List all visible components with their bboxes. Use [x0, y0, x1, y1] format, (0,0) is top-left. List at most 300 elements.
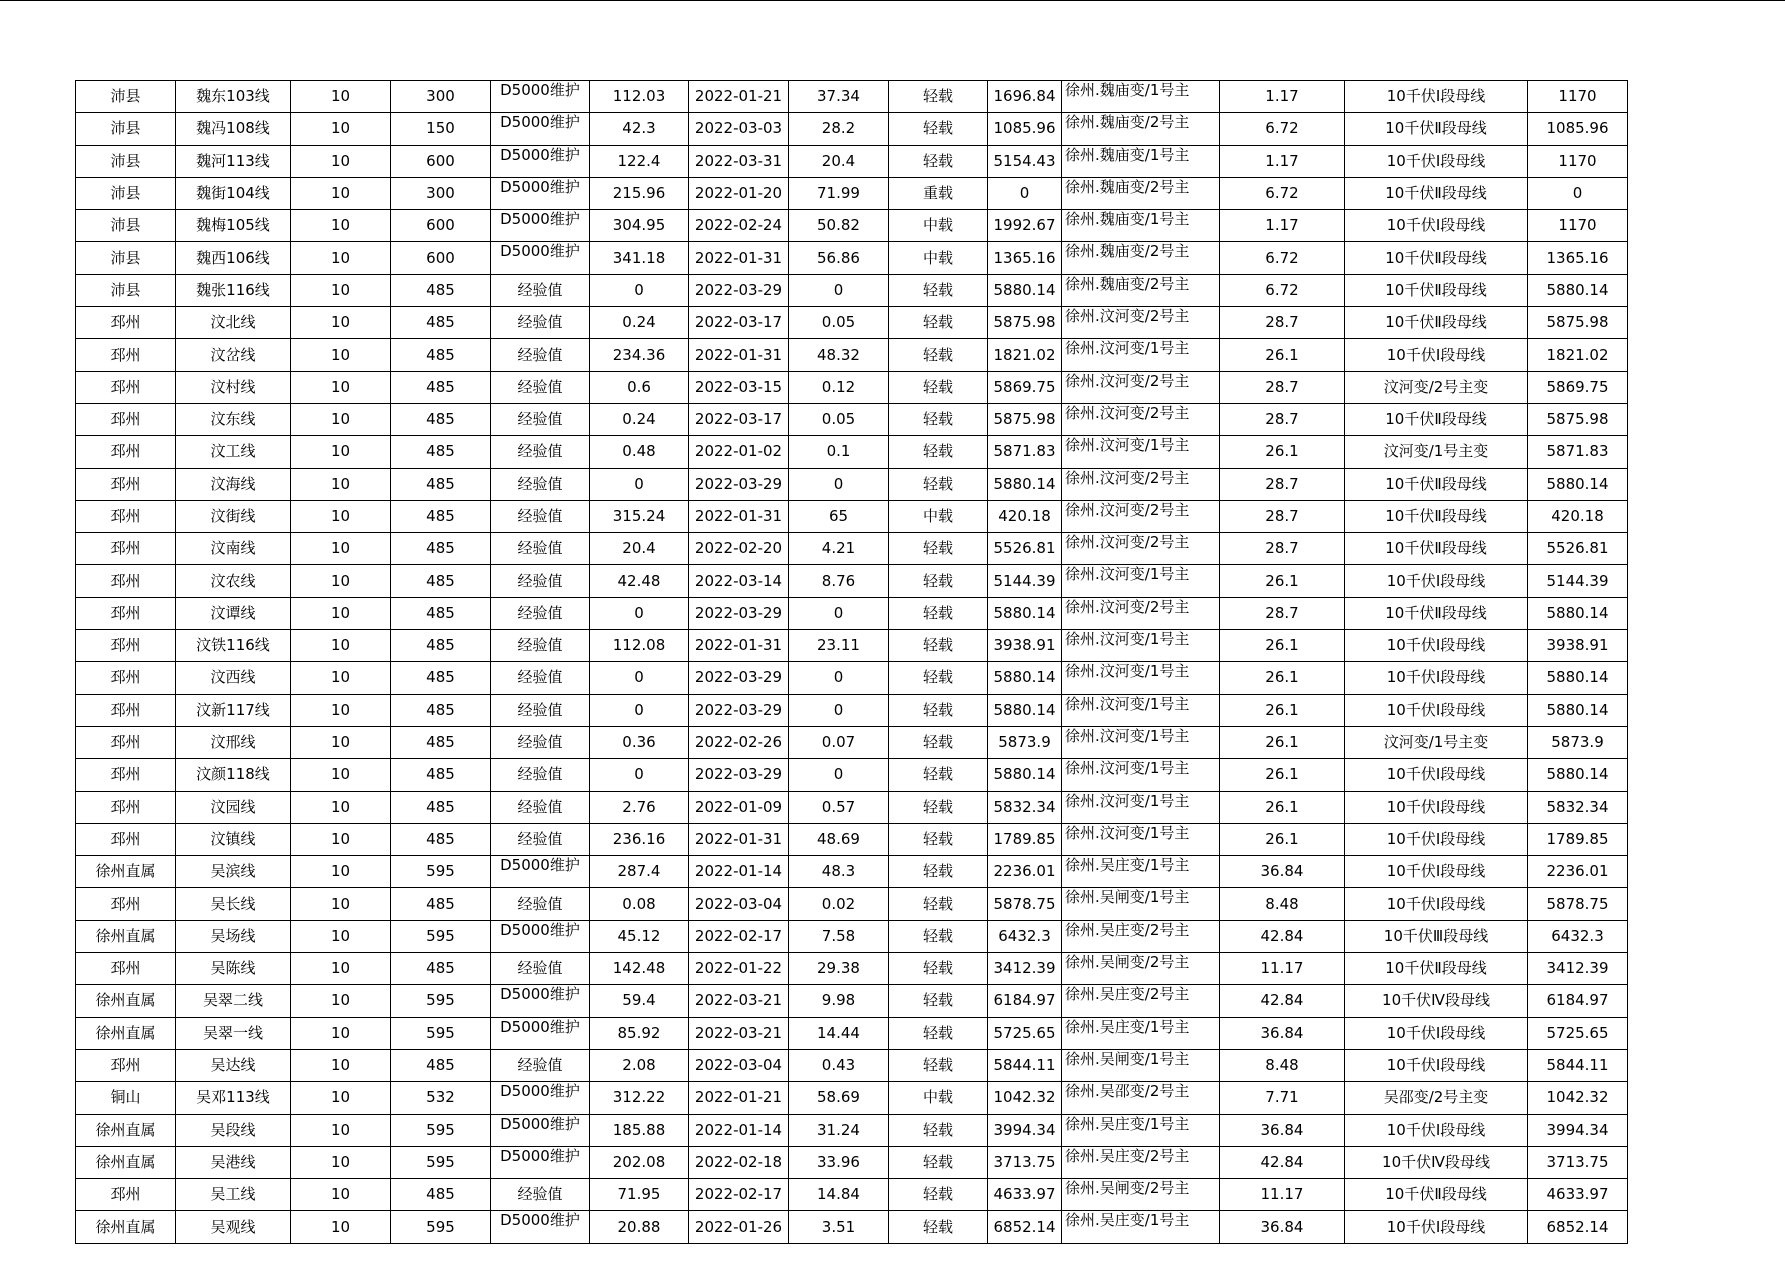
cell-district: 邳州: [76, 307, 176, 339]
cell-load-status: 轻载: [889, 1049, 988, 1081]
cell-bus-section: 10千伏Ⅱ段母线: [1345, 274, 1528, 306]
cell-transformer: 徐州.汶河变/2号主: [1062, 307, 1220, 339]
cell-current-load: 0.08: [590, 888, 689, 920]
cell-max-capacity: 1789.85: [1528, 823, 1628, 855]
cell-district: 沛县: [76, 113, 176, 145]
cell-capacity: 485: [391, 339, 491, 371]
cell-source: 经验值: [491, 791, 590, 823]
cell-current-load: 341.18: [590, 242, 689, 274]
cell-transformer: 徐州.吴庄变/2号主: [1062, 920, 1220, 952]
cell-max-capacity: 6432.3: [1528, 920, 1628, 952]
cell-line-name: 汶铁116线: [176, 630, 291, 662]
cell-max-capacity: 5875.98: [1528, 403, 1628, 435]
cell-voltage: 10: [291, 920, 391, 952]
cell-source: D5000维护: [491, 210, 590, 242]
cell-current-load: 312.22: [590, 1082, 689, 1114]
cell-transformer: 徐州.汶河变/1号主: [1062, 436, 1220, 468]
cell-source: 经验值: [491, 436, 590, 468]
cell-line-name: 魏冯108线: [176, 113, 291, 145]
cell-date: 2022-01-31: [689, 242, 789, 274]
table-row: [76, 694, 1628, 726]
cell-bus-section: 10千伏Ⅰ段母线: [1345, 694, 1528, 726]
cell-capacity: 485: [391, 759, 491, 791]
cell-line-name: 吴翠一线: [176, 1017, 291, 1049]
cell-capacity: 485: [391, 1049, 491, 1081]
cell-voltage: 10: [291, 436, 391, 468]
cell-capacity: 485: [391, 371, 491, 403]
cell-current-load: 45.12: [590, 920, 689, 952]
cell-load-rate: 7.58: [789, 920, 889, 952]
cell-transformer: 徐州.吴邵变/2号主: [1062, 1082, 1220, 1114]
cell-capacity: 595: [391, 985, 491, 1017]
cell-district: 徐州直属: [76, 1017, 176, 1049]
cell-load-status: 轻载: [889, 1179, 988, 1211]
cell-available-capacity: 5844.11: [988, 1049, 1062, 1081]
cell-district: 沛县: [76, 242, 176, 274]
cell-transformer: 徐州.汶河变/1号主: [1062, 694, 1220, 726]
cell-district: 邳州: [76, 371, 176, 403]
cell-available-capacity: 1789.85: [988, 823, 1062, 855]
cell-source: D5000维护: [491, 1114, 590, 1146]
cell-source: 经验值: [491, 307, 590, 339]
cell-bus-section: 10千伏Ⅰ段母线: [1345, 145, 1528, 177]
cell-capacity: 595: [391, 920, 491, 952]
cell-load-rate: 50.82: [789, 210, 889, 242]
cell-date: 2022-02-18: [689, 1146, 789, 1178]
cell-transformer-load-rate: 36.84: [1220, 1114, 1345, 1146]
cell-date: 2022-01-14: [689, 1114, 789, 1146]
cell-load-status: 重载: [889, 177, 988, 209]
cell-capacity: 300: [391, 81, 491, 113]
cell-capacity: 595: [391, 1017, 491, 1049]
cell-bus-section: 10千伏Ⅱ段母线: [1345, 307, 1528, 339]
cell-load-status: 轻载: [889, 371, 988, 403]
cell-bus-section: 10千伏Ⅱ段母线: [1345, 597, 1528, 629]
cell-max-capacity: 3938.91: [1528, 630, 1628, 662]
cell-capacity: 150: [391, 113, 491, 145]
cell-transformer-load-rate: 26.1: [1220, 791, 1345, 823]
cell-load-status: 中载: [889, 242, 988, 274]
cell-source: 经验值: [491, 662, 590, 694]
cell-date: 2022-01-31: [689, 823, 789, 855]
cell-available-capacity: 1992.67: [988, 210, 1062, 242]
cell-load-rate: 0: [789, 662, 889, 694]
cell-source: D5000维护: [491, 81, 590, 113]
cell-available-capacity: 2236.01: [988, 856, 1062, 888]
cell-load-status: 轻载: [889, 565, 988, 597]
cell-district: 邳州: [76, 468, 176, 500]
table-row: [76, 145, 1628, 177]
cell-transformer-load-rate: 26.1: [1220, 630, 1345, 662]
cell-date: 2022-03-29: [689, 694, 789, 726]
cell-bus-section: 10千伏Ⅱ段母线: [1345, 177, 1528, 209]
cell-max-capacity: 1821.02: [1528, 339, 1628, 371]
cell-load-rate: 31.24: [789, 1114, 889, 1146]
cell-bus-section: 10千伏Ⅰ段母线: [1345, 210, 1528, 242]
cell-transformer: 徐州.吴庄变/1号主: [1062, 1211, 1220, 1243]
cell-max-capacity: 3994.34: [1528, 1114, 1628, 1146]
cell-voltage: 10: [291, 145, 391, 177]
cell-transformer: 徐州.汶河变/1号主: [1062, 759, 1220, 791]
cell-load-status: 轻载: [889, 533, 988, 565]
cell-max-capacity: 1042.32: [1528, 1082, 1628, 1114]
cell-max-capacity: 5880.14: [1528, 274, 1628, 306]
cell-source: D5000维护: [491, 177, 590, 209]
cell-voltage: 10: [291, 565, 391, 597]
cell-date: 2022-03-04: [689, 1049, 789, 1081]
cell-bus-section: 10千伏Ⅱ段母线: [1345, 533, 1528, 565]
cell-current-load: 59.4: [590, 985, 689, 1017]
cell-max-capacity: 6184.97: [1528, 985, 1628, 1017]
cell-transformer-load-rate: 42.84: [1220, 985, 1345, 1017]
cell-current-load: 287.4: [590, 856, 689, 888]
table-row: [76, 339, 1628, 371]
cell-max-capacity: 2236.01: [1528, 856, 1628, 888]
cell-voltage: 10: [291, 694, 391, 726]
cell-transformer-load-rate: 28.7: [1220, 468, 1345, 500]
cell-available-capacity: 1821.02: [988, 339, 1062, 371]
cell-available-capacity: 5880.14: [988, 468, 1062, 500]
cell-max-capacity: 0: [1528, 177, 1628, 209]
cell-load-rate: 0: [789, 468, 889, 500]
cell-bus-section: 10千伏Ⅰ段母线: [1345, 1211, 1528, 1243]
cell-transformer-load-rate: 42.84: [1220, 1146, 1345, 1178]
table-row: [76, 759, 1628, 791]
cell-available-capacity: 3938.91: [988, 630, 1062, 662]
cell-date: 2022-01-22: [689, 953, 789, 985]
table-row: [76, 1211, 1628, 1243]
cell-bus-section: 10千伏Ⅲ段母线: [1345, 920, 1528, 952]
cell-transformer-load-rate: 26.1: [1220, 823, 1345, 855]
cell-district: 邳州: [76, 339, 176, 371]
cell-transformer: 徐州.汶河变/2号主: [1062, 403, 1220, 435]
data-table: [75, 80, 1628, 1244]
cell-transformer-load-rate: 1.17: [1220, 210, 1345, 242]
cell-district: 邳州: [76, 597, 176, 629]
table-row: [76, 953, 1628, 985]
table-row: [76, 1179, 1628, 1211]
cell-load-status: 轻载: [889, 856, 988, 888]
cell-capacity: 600: [391, 145, 491, 177]
cell-load-status: 轻载: [889, 307, 988, 339]
cell-bus-section: 10千伏Ⅰ段母线: [1345, 856, 1528, 888]
cell-current-load: 71.95: [590, 1179, 689, 1211]
cell-load-status: 中载: [889, 500, 988, 532]
cell-district: 邳州: [76, 500, 176, 532]
cell-capacity: 485: [391, 662, 491, 694]
cell-load-status: 中载: [889, 1082, 988, 1114]
cell-transformer-load-rate: 28.7: [1220, 403, 1345, 435]
cell-bus-section: 10千伏Ⅰ段母线: [1345, 339, 1528, 371]
cell-voltage: 10: [291, 1211, 391, 1243]
cell-load-rate: 0: [789, 694, 889, 726]
cell-voltage: 10: [291, 1146, 391, 1178]
cell-max-capacity: 1085.96: [1528, 113, 1628, 145]
cell-voltage: 10: [291, 1017, 391, 1049]
table-row: [76, 81, 1628, 113]
cell-source: D5000维护: [491, 1017, 590, 1049]
table-row: [76, 1017, 1628, 1049]
cell-date: 2022-03-17: [689, 403, 789, 435]
cell-date: 2022-01-21: [689, 81, 789, 113]
cell-max-capacity: 5871.83: [1528, 436, 1628, 468]
cell-line-name: 汶街线: [176, 500, 291, 532]
cell-load-status: 轻载: [889, 597, 988, 629]
cell-district: 铜山: [76, 1082, 176, 1114]
cell-district: 邳州: [76, 791, 176, 823]
cell-load-rate: 23.11: [789, 630, 889, 662]
cell-transformer-load-rate: 6.72: [1220, 242, 1345, 274]
cell-transformer-load-rate: 28.7: [1220, 500, 1345, 532]
cell-load-rate: 0.43: [789, 1049, 889, 1081]
cell-load-status: 轻载: [889, 953, 988, 985]
cell-voltage: 10: [291, 1114, 391, 1146]
cell-bus-section: 10千伏Ⅱ段母线: [1345, 113, 1528, 145]
cell-source: 经验值: [491, 759, 590, 791]
cell-transformer-load-rate: 26.1: [1220, 565, 1345, 597]
cell-source: D5000维护: [491, 985, 590, 1017]
cell-date: 2022-03-14: [689, 565, 789, 597]
cell-line-name: 汶东线: [176, 403, 291, 435]
cell-line-name: 吴邓113线: [176, 1082, 291, 1114]
cell-transformer-load-rate: 28.7: [1220, 307, 1345, 339]
cell-source: D5000维护: [491, 113, 590, 145]
cell-district: 邳州: [76, 436, 176, 468]
cell-district: 邳州: [76, 888, 176, 920]
cell-capacity: 485: [391, 694, 491, 726]
table-row: [76, 500, 1628, 532]
cell-transformer: 徐州.魏庙变/1号主: [1062, 81, 1220, 113]
cell-voltage: 10: [291, 210, 391, 242]
cell-load-rate: 0.05: [789, 307, 889, 339]
cell-available-capacity: 1085.96: [988, 113, 1062, 145]
cell-load-rate: 14.44: [789, 1017, 889, 1049]
cell-source: 经验值: [491, 694, 590, 726]
cell-voltage: 10: [291, 630, 391, 662]
table-row: [76, 726, 1628, 758]
cell-load-status: 轻载: [889, 1146, 988, 1178]
cell-date: 2022-03-04: [689, 888, 789, 920]
cell-line-name: 魏张116线: [176, 274, 291, 306]
cell-date: 2022-01-31: [689, 339, 789, 371]
cell-available-capacity: 420.18: [988, 500, 1062, 532]
cell-transformer: 徐州.汶河变/2号主: [1062, 500, 1220, 532]
cell-transformer-load-rate: 36.84: [1220, 1211, 1345, 1243]
table-row: [76, 274, 1628, 306]
cell-current-load: 0.6: [590, 371, 689, 403]
cell-district: 邳州: [76, 1179, 176, 1211]
cell-voltage: 10: [291, 339, 391, 371]
cell-max-capacity: 1170: [1528, 81, 1628, 113]
cell-voltage: 10: [291, 274, 391, 306]
cell-load-rate: 29.38: [789, 953, 889, 985]
cell-bus-section: 10千伏Ⅱ段母线: [1345, 1179, 1528, 1211]
cell-transformer: 徐州.吴闸变/1号主: [1062, 888, 1220, 920]
cell-district: 徐州直属: [76, 856, 176, 888]
cell-load-rate: 0.05: [789, 403, 889, 435]
cell-date: 2022-01-20: [689, 177, 789, 209]
cell-transformer-load-rate: 26.1: [1220, 726, 1345, 758]
cell-transformer-load-rate: 6.72: [1220, 177, 1345, 209]
cell-capacity: 485: [391, 274, 491, 306]
cell-capacity: 532: [391, 1082, 491, 1114]
table-row: [76, 1082, 1628, 1114]
cell-load-rate: 58.69: [789, 1082, 889, 1114]
cell-bus-section: 10千伏Ⅰ段母线: [1345, 823, 1528, 855]
cell-max-capacity: 5880.14: [1528, 662, 1628, 694]
cell-district: 邳州: [76, 662, 176, 694]
cell-voltage: 10: [291, 242, 391, 274]
cell-current-load: 2.08: [590, 1049, 689, 1081]
cell-current-load: 185.88: [590, 1114, 689, 1146]
cell-voltage: 10: [291, 113, 391, 145]
cell-bus-section: 10千伏Ⅰ段母线: [1345, 662, 1528, 694]
cell-source: 经验值: [491, 953, 590, 985]
cell-max-capacity: 3412.39: [1528, 953, 1628, 985]
cell-load-rate: 8.76: [789, 565, 889, 597]
cell-load-rate: 48.32: [789, 339, 889, 371]
cell-current-load: 112.08: [590, 630, 689, 662]
cell-date: 2022-03-29: [689, 468, 789, 500]
cell-max-capacity: 5844.11: [1528, 1049, 1628, 1081]
cell-district: 沛县: [76, 81, 176, 113]
cell-load-rate: 4.21: [789, 533, 889, 565]
cell-capacity: 300: [391, 177, 491, 209]
cell-available-capacity: 5880.14: [988, 759, 1062, 791]
cell-date: 2022-02-24: [689, 210, 789, 242]
cell-load-status: 轻载: [889, 1211, 988, 1243]
cell-max-capacity: 420.18: [1528, 500, 1628, 532]
cell-max-capacity: 5880.14: [1528, 759, 1628, 791]
cell-load-status: 轻载: [889, 145, 988, 177]
cell-load-status: 轻载: [889, 81, 988, 113]
cell-max-capacity: 5869.75: [1528, 371, 1628, 403]
cell-transformer: 徐州.汶河变/1号主: [1062, 726, 1220, 758]
cell-available-capacity: 5832.34: [988, 791, 1062, 823]
cell-bus-section: 10千伏Ⅰ段母线: [1345, 759, 1528, 791]
cell-capacity: 595: [391, 1114, 491, 1146]
cell-line-name: 汶邢线: [176, 726, 291, 758]
cell-transformer: 徐州.汶河变/1号主: [1062, 339, 1220, 371]
cell-district: 邳州: [76, 953, 176, 985]
cell-capacity: 600: [391, 210, 491, 242]
cell-voltage: 10: [291, 823, 391, 855]
cell-load-rate: 0.07: [789, 726, 889, 758]
cell-voltage: 10: [291, 403, 391, 435]
cell-date: 2022-03-17: [689, 307, 789, 339]
cell-date: 2022-03-29: [689, 274, 789, 306]
cell-district: 徐州直属: [76, 1114, 176, 1146]
cell-source: 经验值: [491, 274, 590, 306]
cell-available-capacity: 5875.98: [988, 307, 1062, 339]
cell-line-name: 汶西线: [176, 662, 291, 694]
cell-load-status: 轻载: [889, 113, 988, 145]
cell-available-capacity: 3713.75: [988, 1146, 1062, 1178]
cell-district: 邳州: [76, 565, 176, 597]
cell-transformer-load-rate: 6.72: [1220, 274, 1345, 306]
cell-line-name: 魏东103线: [176, 81, 291, 113]
cell-available-capacity: 5880.14: [988, 662, 1062, 694]
cell-load-status: 轻载: [889, 888, 988, 920]
table-row: [76, 630, 1628, 662]
cell-line-name: 魏梅105线: [176, 210, 291, 242]
cell-transformer: 徐州.吴庄变/1号主: [1062, 1017, 1220, 1049]
cell-district: 邳州: [76, 694, 176, 726]
cell-available-capacity: 3412.39: [988, 953, 1062, 985]
cell-available-capacity: 3994.34: [988, 1114, 1062, 1146]
cell-load-rate: 14.84: [789, 1179, 889, 1211]
cell-transformer-load-rate: 26.1: [1220, 759, 1345, 791]
cell-line-name: 吴滨线: [176, 856, 291, 888]
cell-current-load: 202.08: [590, 1146, 689, 1178]
cell-line-name: 汶新117线: [176, 694, 291, 726]
cell-max-capacity: 5878.75: [1528, 888, 1628, 920]
cell-load-rate: 0.1: [789, 436, 889, 468]
table-row: [76, 533, 1628, 565]
table-row: [76, 468, 1628, 500]
cell-transformer: 徐州.魏庙变/2号主: [1062, 242, 1220, 274]
cell-current-load: 20.88: [590, 1211, 689, 1243]
cell-load-status: 轻载: [889, 985, 988, 1017]
cell-bus-section: 10千伏Ⅱ段母线: [1345, 953, 1528, 985]
cell-voltage: 10: [291, 726, 391, 758]
cell-transformer-load-rate: 36.84: [1220, 856, 1345, 888]
cell-transformer-load-rate: 26.1: [1220, 662, 1345, 694]
cell-current-load: 112.03: [590, 81, 689, 113]
cell-available-capacity: 5869.75: [988, 371, 1062, 403]
cell-source: 经验值: [491, 1179, 590, 1211]
cell-transformer: 徐州.吴闸变/2号主: [1062, 953, 1220, 985]
cell-load-status: 轻载: [889, 920, 988, 952]
table-row: [76, 371, 1628, 403]
cell-line-name: 汶海线: [176, 468, 291, 500]
cell-current-load: 315.24: [590, 500, 689, 532]
cell-voltage: 10: [291, 371, 391, 403]
cell-line-name: 吴观线: [176, 1211, 291, 1243]
table-row: [76, 565, 1628, 597]
table-row: [76, 436, 1628, 468]
cell-available-capacity: 5871.83: [988, 436, 1062, 468]
cell-voltage: 10: [291, 662, 391, 694]
table-row: [76, 823, 1628, 855]
cell-max-capacity: 5880.14: [1528, 468, 1628, 500]
cell-line-name: 汶园线: [176, 791, 291, 823]
cell-bus-section: 汶河变/1号主变: [1345, 436, 1528, 468]
cell-bus-section: 10千伏Ⅱ段母线: [1345, 468, 1528, 500]
cell-date: 2022-02-17: [689, 1179, 789, 1211]
cell-capacity: 600: [391, 242, 491, 274]
cell-transformer-load-rate: 8.48: [1220, 1049, 1345, 1081]
cell-date: 2022-02-17: [689, 920, 789, 952]
cell-transformer: 徐州.吴庄变/1号主: [1062, 856, 1220, 888]
cell-source: D5000维护: [491, 1082, 590, 1114]
cell-source: 经验值: [491, 1049, 590, 1081]
cell-line-name: 魏河113线: [176, 145, 291, 177]
cell-source: D5000维护: [491, 242, 590, 274]
cell-load-rate: 20.4: [789, 145, 889, 177]
cell-line-name: 汶南线: [176, 533, 291, 565]
cell-district: 邳州: [76, 533, 176, 565]
cell-transformer: 徐州.吴庄变/1号主: [1062, 1114, 1220, 1146]
cell-available-capacity: 1365.16: [988, 242, 1062, 274]
cell-district: 邳州: [76, 759, 176, 791]
cell-available-capacity: 5154.43: [988, 145, 1062, 177]
cell-available-capacity: 5880.14: [988, 274, 1062, 306]
cell-date: 2022-01-09: [689, 791, 789, 823]
cell-bus-section: 10千伏Ⅰ段母线: [1345, 1017, 1528, 1049]
table-row: [76, 1114, 1628, 1146]
table-row: [76, 597, 1628, 629]
